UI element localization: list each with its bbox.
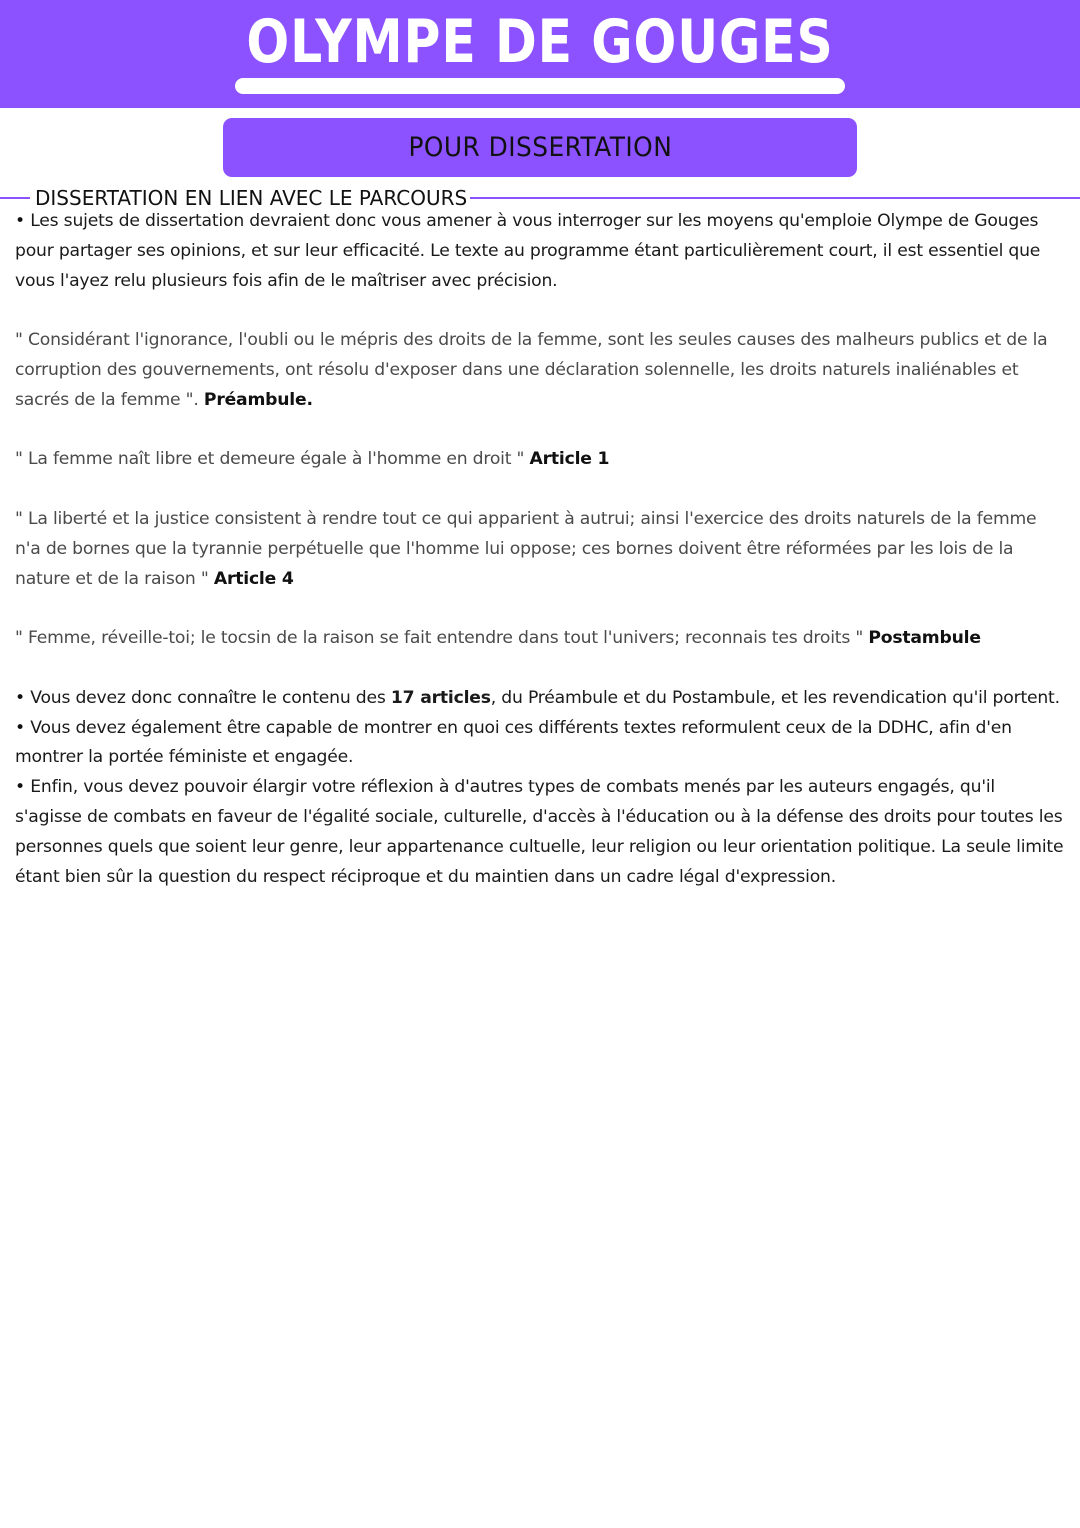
point-emphasis: 17 articles: [390, 687, 491, 708]
quote-source: Préambule.: [203, 389, 313, 410]
quote-preambule: [15, 326, 1065, 415]
point-articles: [15, 684, 1065, 714]
intro-text: Les sujets de dissertation devraient donc vous amener à vous interroger sur les moyens qu'emploie Olympe de Gouges pour partager ses opinions, et sur leur efficacité. Le texte au programme étant particulièrement court, il est essentiel que vous l'ayez relu plusieurs fois afin de le maîtriser avec précision.: [15, 211, 1041, 291]
intro-paragraph: [15, 207, 1065, 296]
quote-source: Article 1: [529, 449, 610, 470]
quote-text: " Considérant l'ignorance, l'oubli ou le mépris des droits de la femme, sont les seules causes des malheurs publics et de la corruption des gouvernements, ont résolu d'exposer dans une déclaration solennelle, les droits naturels inaliénables et sacrés de la femme ".: [15, 330, 1048, 410]
spacer: [15, 416, 1065, 446]
quote-text: " La femme naît libre et demeure égale à l'homme en droit ": [15, 449, 525, 470]
spacer: [15, 475, 1065, 505]
quote-postambule: [15, 624, 1065, 654]
point-text-end: , du Préambule et du Postambule, et les revendication qu'il portent.: [490, 687, 1060, 708]
subtitle-banner: [223, 118, 857, 177]
point-text: Vous devez donc connaître le contenu des: [30, 687, 391, 708]
point-text: Vous devez également être capable de montrer en quoi ces différents textes reformulent ceux de la DDHC, afin d'en montrer la portée féministe et engagée.: [15, 717, 1012, 768]
section-heading-label: DISSERTATION EN LIEN AVEC LE PARCOURS: [35, 186, 468, 210]
section-rule-left: [0, 197, 30, 199]
spacer: [15, 296, 1065, 326]
point-text: Enfin, vous devez pouvoir élargir votre réflexion à d'autres types de combats menés par les auteurs engagés, qu'il s'agisse de combats en faveur de l'égalité sociale, culturelle, d'accès à l'éducation ou à la défense des droits pour toutes les personnes quels que soient leur genre, leur appartenance cultuelle, leur religion ou leur orientation politique. La seule limite étant bien sûr la question du respect réciproque et du maintien dans un cadre légal d'expression.: [15, 777, 1064, 887]
page-title: OLYMPE DE GOUGES: [246, 7, 834, 77]
quote-text: " Femme, réveille-toi; le tocsin de la raison se fait entendre dans tout l'univers; reconnais tes droits ": [15, 628, 864, 649]
quote-article-1: [15, 445, 1065, 475]
quote-source: Postambule: [868, 628, 981, 649]
content-body: [15, 207, 1065, 892]
section-rule-right: [470, 197, 1080, 199]
point-reflexion: [15, 773, 1065, 892]
point-ddhc: [15, 714, 1065, 774]
quote-text: " La liberté et la justice consistent à rendre tout ce qui apparient à autrui; ainsi l'exercice des droits naturels de la femme n'a de bornes que la tyrannie perpétuelle que l'homme lui oppose; ces bornes doivent être réformées par les lois de la nature et de la raison ": [15, 508, 1037, 589]
bullet-marker: •: [15, 717, 25, 738]
quote-source: Article 4: [213, 568, 294, 589]
subtitle-text: POUR DISSERTATION: [408, 132, 672, 163]
spacer: [15, 594, 1065, 624]
bullet-marker: •: [15, 777, 25, 798]
spacer: [15, 654, 1065, 684]
title-underline: [235, 78, 845, 94]
quote-article-4: [15, 505, 1065, 594]
bullet-marker: •: [15, 687, 25, 708]
bullet-marker: •: [15, 211, 25, 231]
